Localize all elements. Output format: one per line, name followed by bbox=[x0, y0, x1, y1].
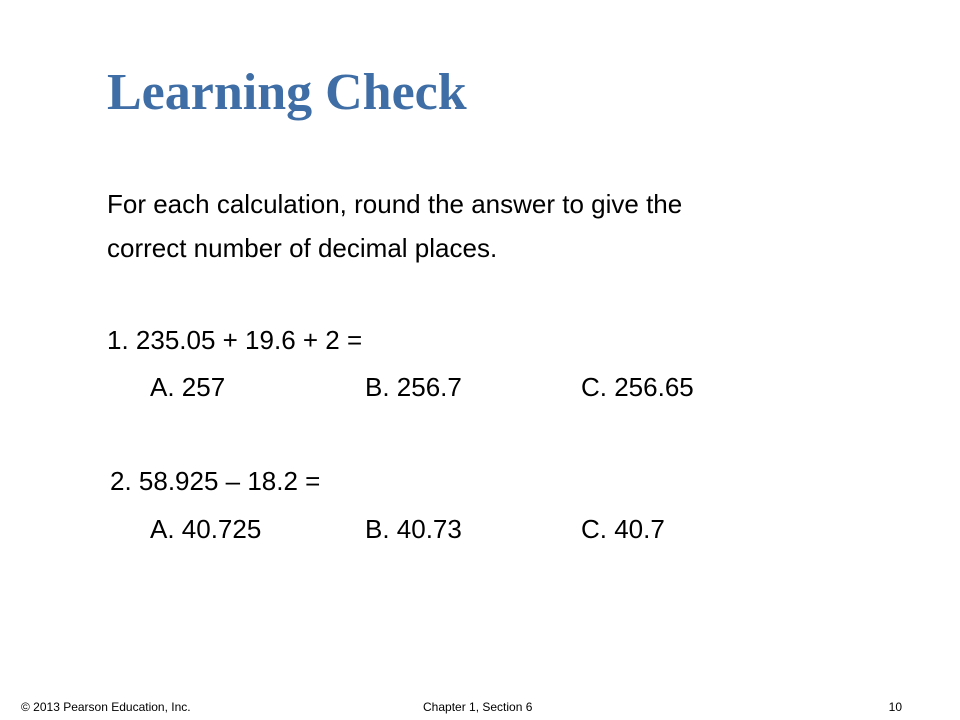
question-1-choice-c: C. 256.65 bbox=[581, 372, 694, 402]
instructions-line-2: correct number of decimal places. bbox=[107, 233, 498, 263]
question-1-choice-a: A. 257 bbox=[150, 372, 226, 402]
footer-copyright: © 2013 Pearson Education, Inc. bbox=[21, 700, 191, 714]
question-2-choice-c: C. 40.7 bbox=[581, 514, 665, 544]
instructions bbox=[107, 182, 907, 270]
question-1-choice-b: B. 256.7 bbox=[365, 372, 462, 402]
question-2-choice-b: B. 40.73 bbox=[365, 514, 462, 544]
question-1-prompt: 1. 235.05 + 19.6 + 2 = bbox=[107, 325, 363, 355]
question-2-prompt: 2. 58.925 – 18.2 = bbox=[110, 466, 321, 496]
question-1-choices bbox=[150, 367, 850, 407]
footer-chapter: Chapter 1, Section 6 bbox=[423, 700, 533, 714]
question-2-choice-a: A. 40.725 bbox=[150, 514, 262, 544]
footer-page-number: 10 bbox=[888, 700, 902, 714]
instructions-line-1: For each calculation, round the answer to give the bbox=[107, 189, 683, 219]
question-2-choices bbox=[150, 509, 850, 549]
slide-title: Learning Check bbox=[107, 64, 467, 121]
